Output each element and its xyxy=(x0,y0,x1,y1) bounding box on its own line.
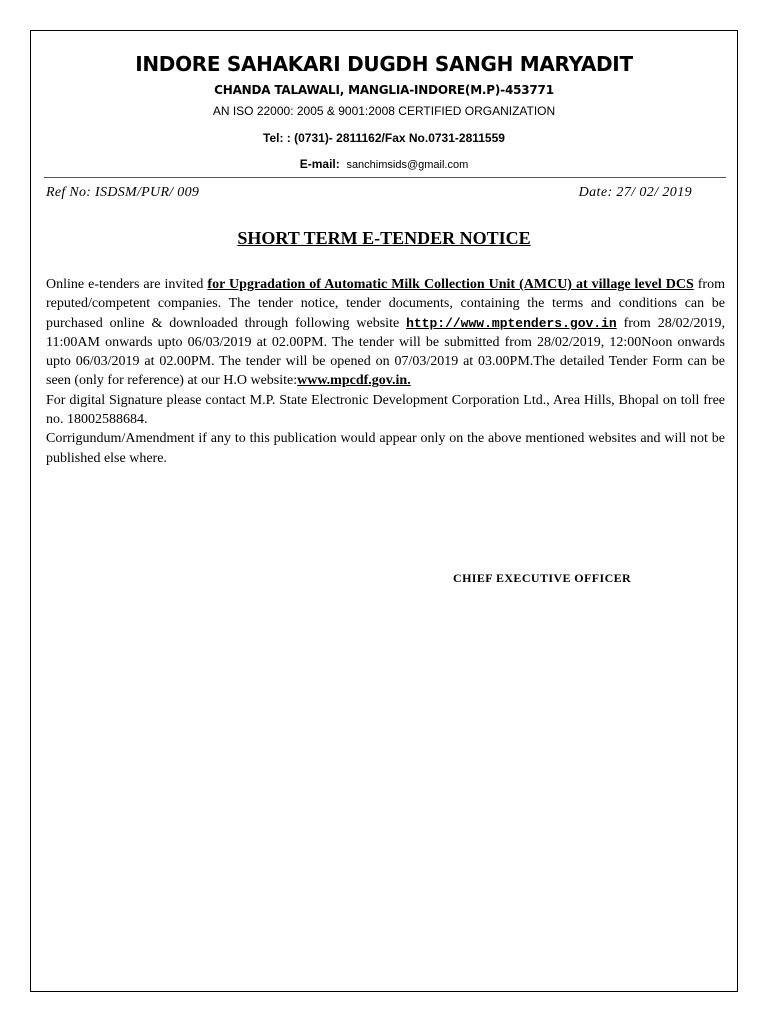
notice-date: Date: 27/ 02/ 2019 xyxy=(578,185,692,200)
notice-paragraph-tender xyxy=(46,275,725,391)
para-schedule: from 28/02/2019, 11:00AM onwards upto 06/03/2019 at 02.00PM. The tender will be submitted from 28/02/2019, 12:00Noon onwards upto 06/03/2019 at 02.00PM. The tender will be opened on 07/03/2019 at 03.00PM.The detailed Tender Form can be seen (only for reference) at our H.O website: xyxy=(46,315,725,389)
notice-paragraph-signature: For digital Signature please contact M.P. State Electronic Development Corporation Ltd., Area Hills, Bhopal on toll free no. 18002588684. xyxy=(46,392,725,428)
org-email-line xyxy=(30,157,738,171)
org-website-link[interactable]: www.mpcdf.gov.in. xyxy=(297,373,411,389)
signatory-title: CHIEF EXECUTIVE OFFICER xyxy=(453,571,632,585)
notice-body xyxy=(46,275,725,468)
notice-paragraph-corrigendum: Corrigundum/Amendment if any to this publication would appear only on the above mentioned websites and will not be published else where. xyxy=(46,431,725,466)
reference-number: Ref No: ISDSM/PUR/ 009 xyxy=(46,185,200,200)
notice-title: SHORT TERM E-TENDER NOTICE xyxy=(237,228,531,248)
page-border xyxy=(30,30,738,992)
header-divider xyxy=(44,177,726,178)
tender-portal-link[interactable]: http://www.mptenders.gov.in xyxy=(406,315,617,331)
org-telephone: Tel: : (0731)- 2811162/Fax No.0731-2811559 xyxy=(263,131,505,145)
email-label: E-mail: xyxy=(299,157,340,171)
org-certification: AN ISO 22000: 2005 & 9001:2008 CERTIFIED ORGANIZATION xyxy=(212,104,556,118)
org-name: INDORE SAHAKARI DUGDH SANGH MARYADIT xyxy=(135,52,633,76)
org-address: CHANDA TALAWALI, MANGLIA-INDORE(M.P)-453771 xyxy=(214,83,554,97)
tender-subject: for Upgradation of Automatic Milk Collection Unit (AMCU) at village level DCS xyxy=(207,277,694,292)
para-intro: Online e-tenders are invited xyxy=(46,277,208,292)
reference-line xyxy=(46,185,692,205)
para-mid: from reputed/competent companies. The tender notice, tender documents, containing the terms and conditions can be purchased online & downloaded through following website xyxy=(46,277,725,331)
email-value: sanchimsids@gmail.com xyxy=(346,159,469,171)
